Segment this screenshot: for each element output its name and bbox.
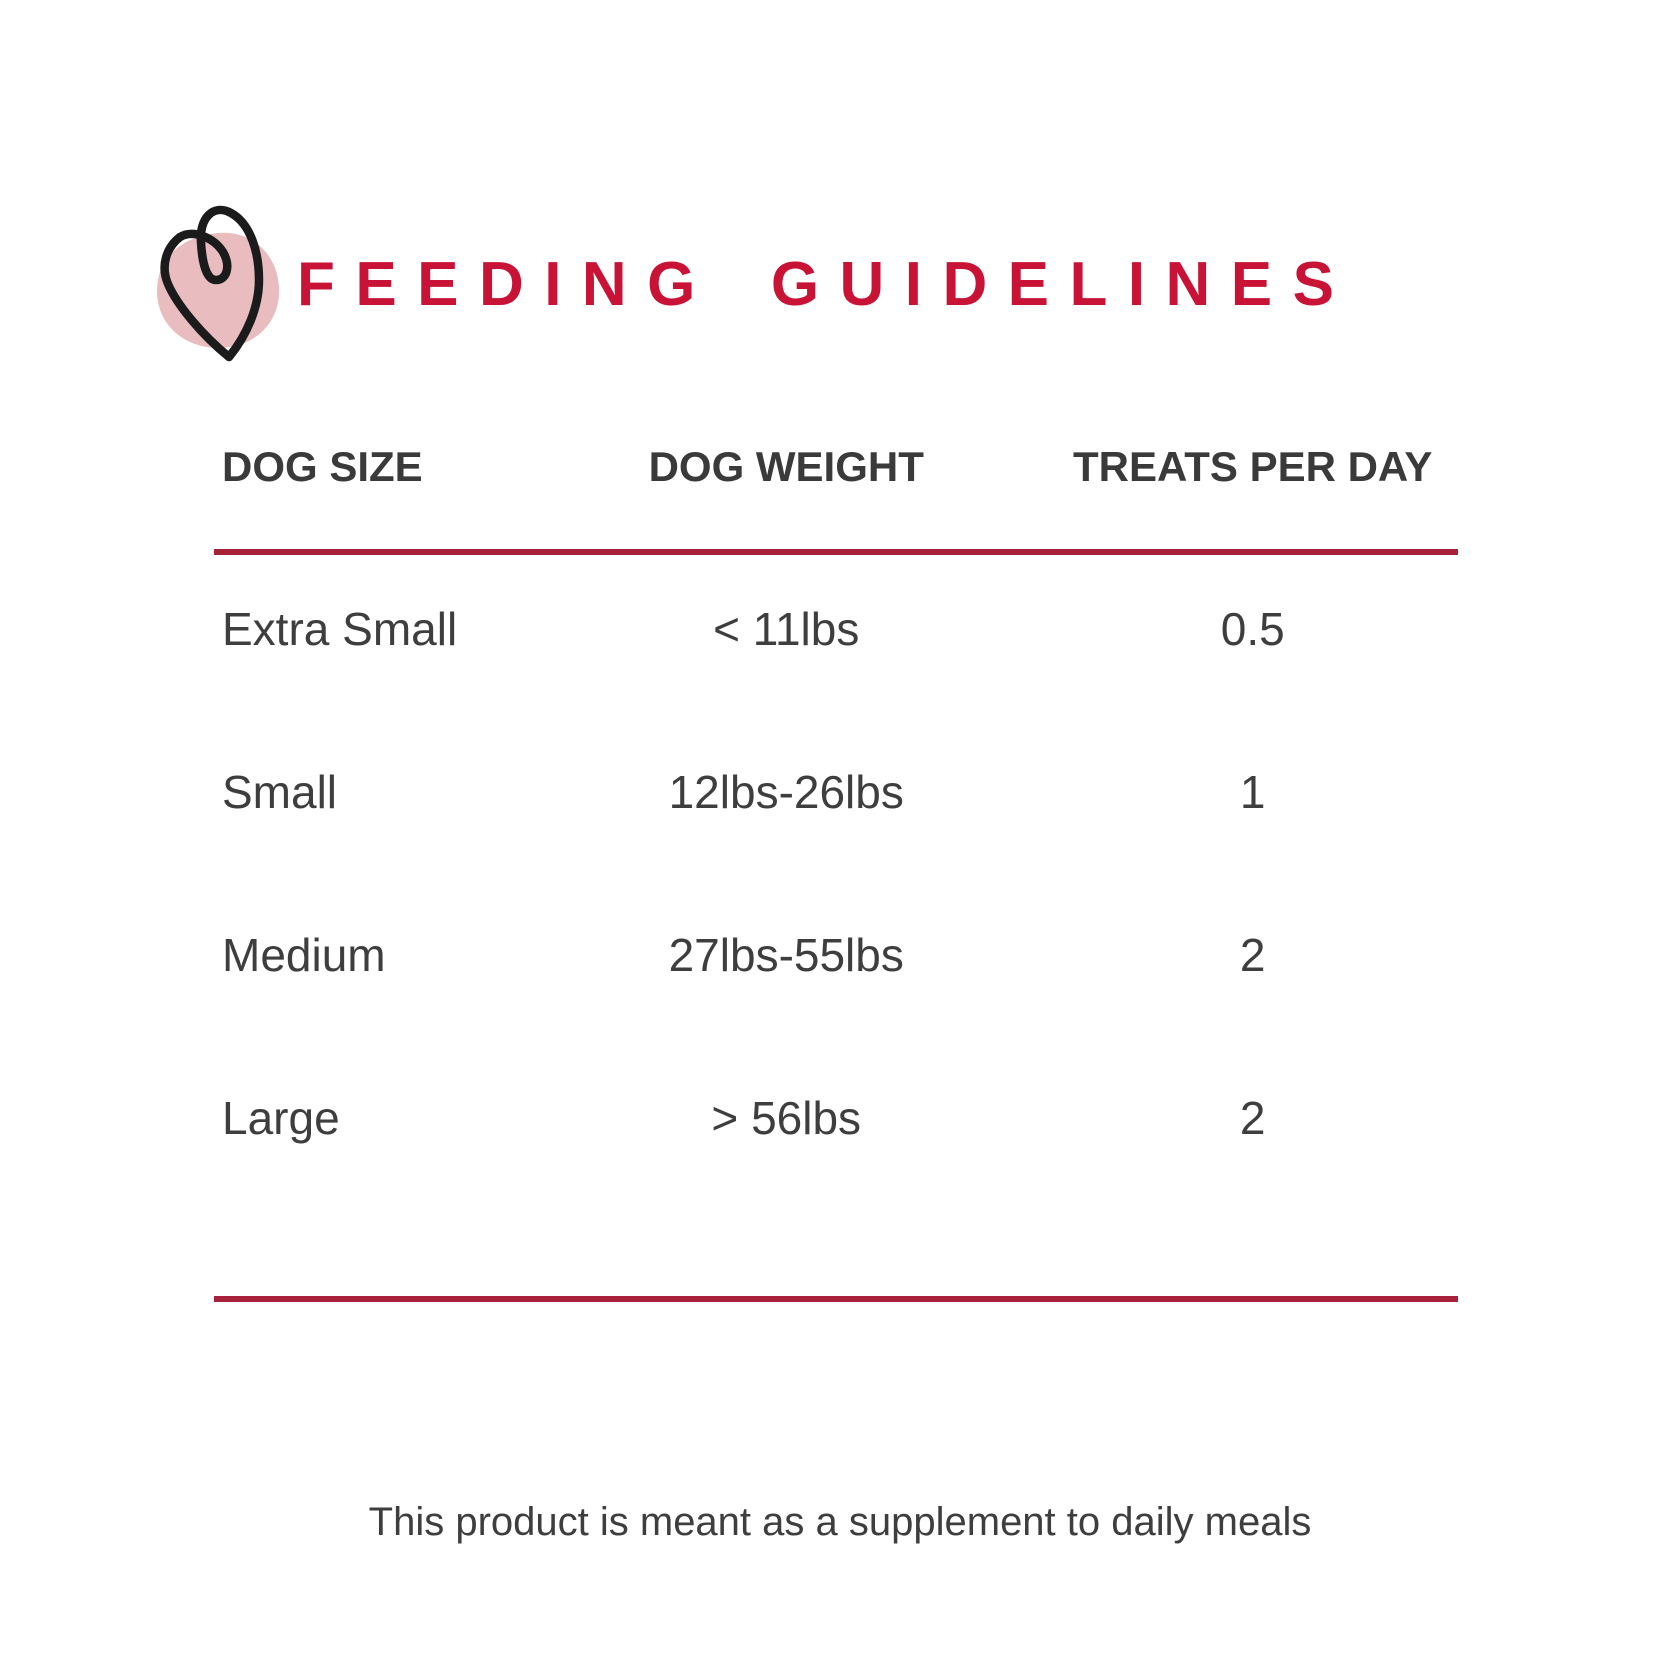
cell-treats-per-day: 2 — [1239, 929, 1266, 981]
divider-top-rule — [214, 549, 1458, 555]
table-row — [214, 600, 1458, 658]
cell-dog-size: Medium — [222, 929, 386, 981]
cell-dog-size: Large — [222, 1092, 340, 1144]
cell-dog-weight: > 56lbs — [711, 1092, 862, 1144]
header-dog-weight: DOG WEIGHT — [648, 443, 924, 490]
page-title: FEEDING GUIDELINES — [297, 250, 1355, 319]
cell-treats-per-day: 2 — [1239, 1092, 1266, 1144]
header-treats-per-day: TREATS PER DAY — [1073, 443, 1433, 490]
cell-dog-size: Small — [222, 766, 338, 818]
header-dog-size: DOG SIZE — [222, 443, 423, 490]
cell-dog-size: Extra Small — [222, 603, 458, 655]
supplement-note: This product is meant as a supplement to daily meals — [368, 1500, 1312, 1544]
table-row — [214, 1089, 1458, 1147]
cell-dog-weight: < 11lbs — [713, 603, 860, 655]
table-row — [214, 763, 1458, 821]
cell-dog-weight: 12lbs-26lbs — [668, 766, 904, 818]
table-header-row — [214, 441, 1458, 493]
divider-bottom-rule — [214, 1296, 1458, 1302]
table-row — [214, 926, 1458, 984]
cell-treats-per-day: 0.5 — [1220, 603, 1285, 655]
cell-dog-weight: 27lbs-55lbs — [668, 929, 904, 981]
cell-treats-per-day: 1 — [1239, 766, 1266, 818]
